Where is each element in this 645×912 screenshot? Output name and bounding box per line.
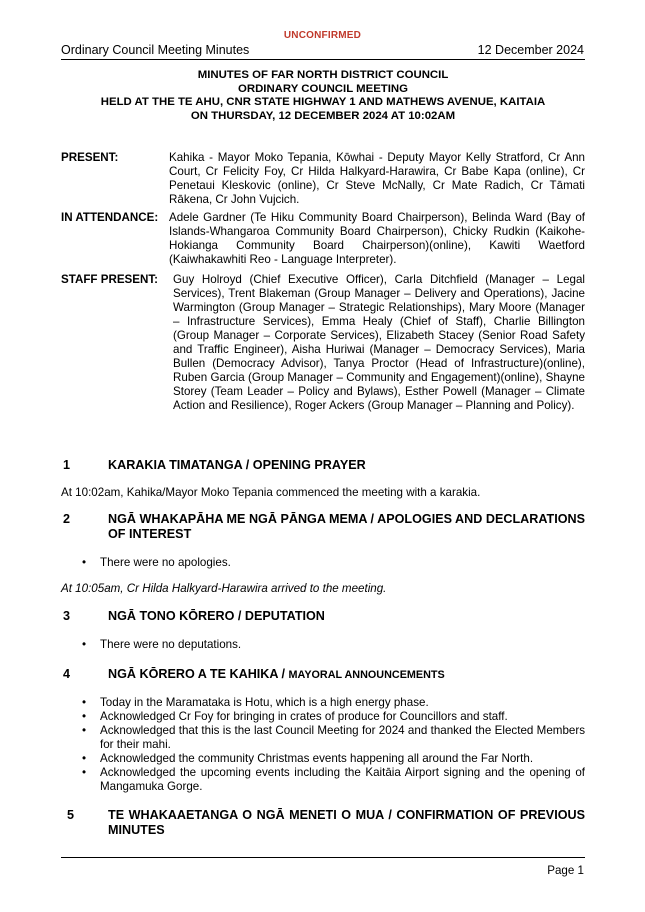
bullet-icon: • [82, 638, 87, 651]
section-number: 2 [63, 512, 71, 526]
running-header-date: 12 December 2024 [477, 43, 584, 57]
list-item: • Acknowledged the community Christmas events happening all around the Far North. [82, 752, 534, 765]
present-label: PRESENT: [61, 151, 119, 164]
bullet-icon: • [82, 752, 87, 765]
bullet-icon: • [82, 710, 87, 723]
header-divider [61, 59, 585, 60]
section-title: NGĀ KŌRERO A TE KAHIKA / MAYORAL ANNOUNCEMENTS [108, 667, 445, 681]
bullet-icon: • [82, 766, 87, 779]
title-line: ON THURSDAY, 12 DECEMBER 2024 AT 10:02AM [190, 110, 456, 123]
section-title: KARAKIA TIMATANGA / OPENING PRAYER [108, 458, 366, 472]
section-number: 3 [63, 609, 71, 623]
section-number: 4 [63, 667, 71, 681]
list-item: • Acknowledged the upcoming events including the Kaitāia Airport signing and the opening of Mangamuka Gorge. [82, 766, 585, 793]
page-number: Page 1 [547, 864, 584, 877]
document-title [61, 69, 585, 124]
staff-present-label: STAFF PRESENT: [61, 273, 159, 286]
list-item: • There were no apologies. [82, 556, 231, 569]
title-line: HELD AT THE TE AHU, CNR STATE HIGHWAY 1 AND MATHEWS AVENUE, KAITAIA [100, 96, 546, 109]
in-attendance-label: IN ATTENDANCE: [61, 211, 159, 224]
section-title: TE WHAKAAETANGA O NGĀ MENETI O MUA / CONFIRMATION OF PREVIOUS MINUTES [108, 808, 585, 837]
section-number: 1 [63, 458, 71, 472]
section-2-note: At 10:05am, Cr Hilda Halkyard-Harawira arrived to the meeting. [61, 582, 387, 595]
list-item: • Acknowledged that this is the last Council Meeting for 2024 and thanked the Elected Members for their mahi. [82, 724, 585, 751]
unconfirmed-stamp: UNCONFIRMED [283, 30, 362, 41]
bullet-icon: • [82, 724, 87, 737]
title-line: ORDINARY COUNCIL MEETING [237, 82, 409, 95]
list-item: • There were no deputations. [82, 638, 242, 651]
present-text: Kahika - Mayor Moko Tepania, Kōwhai - Deputy Mayor Kelly Stratford, Cr Ann Court, Cr Felicity Foy, Cr Hilda Halkyard-Harawira, Cr Babe Kapa (online), Cr Penetaui Kleskovic (online), Cr Steve McNally, Cr Mate Radich, Cr Tāmati Rākena, Cr John Vujcich. [169, 151, 585, 206]
section-number: 5 [67, 808, 75, 822]
section-4-bullets [61, 696, 585, 794]
staff-present-text: Guy Holroyd (Chief Executive Officer), Carla Ditchfield (Manager – Legal Services), Trent Blakeman (Group Manager – Delivery and Operations), Jacine Warmington (Group Manager – Strategic Relationships), Mary Moore (Manager – Infrastructure Services), Emma Healy (Chief of Staff), Charlie Billington (Group Manager – Corporate Services), Elizabeth Stacey (Senior Road Safety and Traffic Engineer), Aisha Huriwai (Manager – Democracy Services), Maria Bullen (Democracy Advisor), Tanya Proctor (Head of Infrastructure)(online), Ruben Garcia (Group Manager – Community and Engagement)(online), Shayne Storey (Team Leader – Policy and Bylaws), Esther Powell (Manager – Climate Action and Resilience), Roger Ackers (Group Manager – Planning and Policy). [173, 273, 585, 412]
running-header-title: Ordinary Council Meeting Minutes [61, 43, 250, 57]
section-2-bullets [61, 556, 585, 570]
section-title: NGĀ TONO KŌRERO / DEPUTATION [108, 609, 325, 623]
bullet-icon: • [82, 556, 87, 569]
title-line: MINUTES OF FAR NORTH DISTRICT COUNCIL [197, 69, 449, 81]
in-attendance-text: Adele Gardner (Te Hiku Community Board Chairperson), Belinda Ward (Bay of Islands-Whangaroa Community Board Chairperson), Chicky Rudkin (Kaikohe-Hokianga Community Board Chairperson)(online), Kawiti Waetford (Kaiwhakawhiti Reo - Language Interpreter). [169, 211, 585, 266]
footer-divider [61, 857, 585, 858]
section-1-text: At 10:02am, Kahika/Mayor Moko Tepania commenced the meeting with a karakia. [61, 486, 481, 499]
section-title: NGĀ WHAKAPĀHA ME NGĀ PĀNGA MEMA / APOLOGIES AND DECLARATIONS OF INTEREST [108, 512, 585, 541]
bullet-icon: • [82, 696, 87, 709]
list-item: • Acknowledged Cr Foy for bringing in crates of produce for Councillors and staff. [82, 710, 508, 723]
list-item: • Today in the Maramataka is Hotu, which is a high energy phase. [82, 696, 429, 709]
section-3-bullets [61, 638, 585, 652]
